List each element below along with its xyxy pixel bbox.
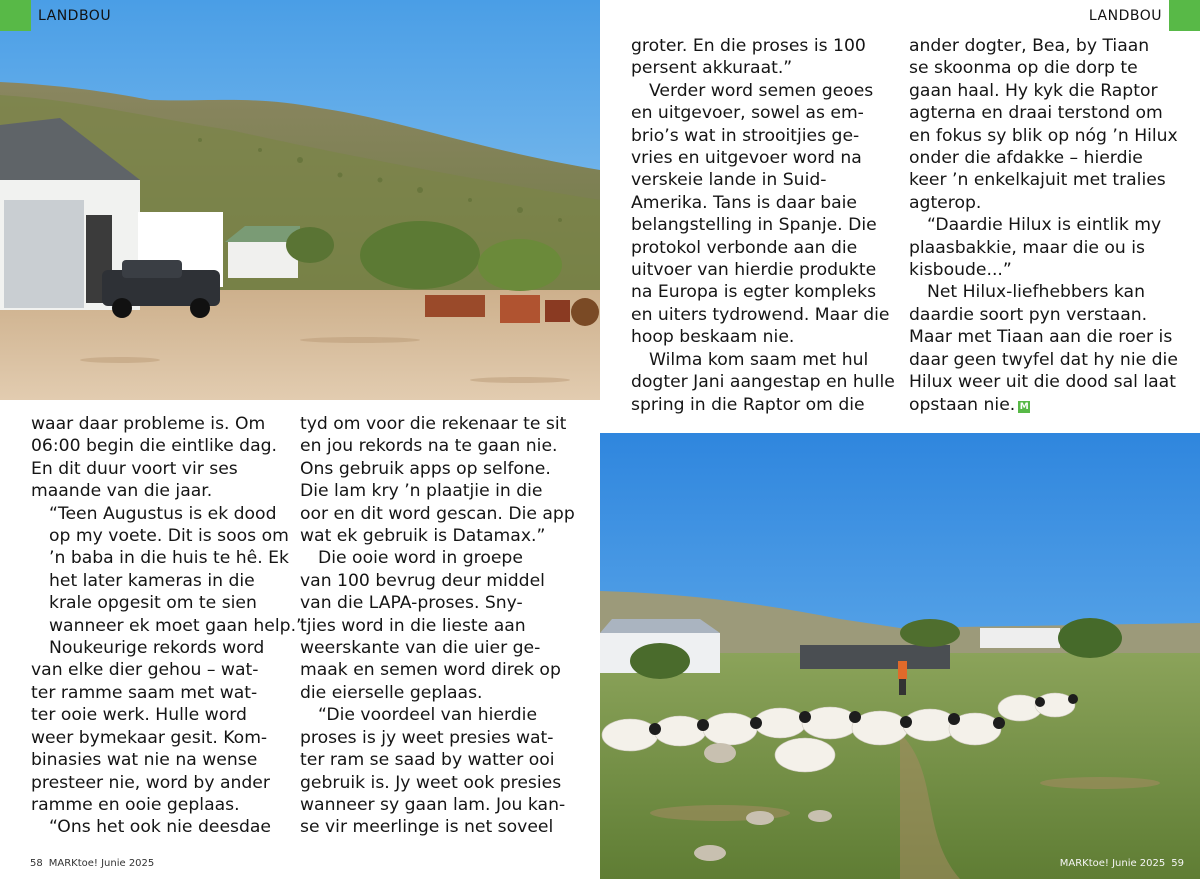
text-line: “Die voordeel van hierdie: [318, 705, 538, 726]
text-line: van elke dier gehou – wat-: [31, 660, 259, 681]
text-line: daar geen twyfel dat hy nie die: [909, 349, 1178, 370]
text-line: daardie soort pyn verstaan.: [909, 304, 1148, 325]
text-line: Wilma kom saam met hul: [649, 349, 869, 370]
text-line: die eierselle geplaas.: [300, 682, 483, 703]
sheep-illustration: [600, 433, 1200, 879]
text-line: weer bymekaar gesit. Kom-: [31, 727, 268, 748]
farmyard-illustration: [0, 0, 600, 400]
text-line: weerskante van die uier ge-: [300, 638, 541, 659]
left-column-1: [31, 413, 305, 839]
text-line: ramme en ooie geplaas.: [31, 794, 240, 815]
text-line: Noukeurige rekords word: [49, 638, 265, 659]
paragraph: [909, 35, 1194, 214]
text-line: “Teen Augustus is ek dood: [49, 503, 277, 524]
text-line: maande van die jaar.: [31, 481, 213, 502]
text-line: Die lam kry ’n plaatjie in die: [300, 481, 543, 502]
text-line: agterop.: [909, 192, 982, 213]
text-line: tjies word in die lieste aan: [300, 615, 526, 636]
right-column-1: [631, 35, 901, 416]
text-line: krale opgesit om te sien: [49, 593, 257, 614]
text-line: Ons gebruik apps op selfone.: [300, 458, 551, 479]
text-line: het later kameras in die: [49, 570, 255, 591]
paragraph: [631, 349, 901, 416]
section-tag-right: [1082, 0, 1200, 31]
text-line: ter ram se saad by watter ooi: [300, 750, 555, 771]
text-line: gaan haal. Hy kyk die Raptor: [909, 80, 1158, 101]
text-line: dogter Jani aangestap en hulle: [631, 372, 895, 393]
text-line: Net Hilux-liefhebbers kan: [927, 282, 1145, 303]
text-line: [909, 394, 1194, 416]
paragraph: [909, 214, 1194, 281]
text-line: oor en dit word gescan. Die app: [300, 503, 575, 524]
text-line: plaasbakkie, maar die ou is: [909, 237, 1145, 258]
section-label: LANDBOU: [38, 7, 112, 24]
left-column-2: [300, 413, 590, 839]
text-line: en jou rekords na te gaan nie.: [300, 436, 558, 457]
right-page: [600, 0, 1200, 879]
text-line: ter ramme saam met wat-: [31, 682, 258, 703]
text-line: Amerika. Tans is daar baie: [631, 192, 858, 213]
text-line: en fokus sy blik op nóg ’n Hilux: [909, 125, 1178, 146]
text-line: En dit duur voort vir ses: [31, 458, 238, 479]
text-line: ter ooie werk. Hulle word: [31, 705, 247, 726]
text-line: en uiters tydrowend. Maar die: [631, 304, 890, 325]
text-line: Hilux weer uit die dood sal laat: [909, 372, 1176, 393]
text-line: protokol verbonde aan die: [631, 237, 858, 258]
end-of-article-icon: M: [1019, 401, 1029, 412]
page-number: 59: [1171, 858, 1184, 869]
paragraph: [300, 413, 590, 547]
paragraph: [300, 704, 590, 838]
section-color-block: [1169, 0, 1200, 31]
text-line: onder die afdakke – hierdie: [909, 148, 1143, 169]
text-line: uitvoer van hierdie produkte: [631, 260, 877, 281]
paragraph: [31, 637, 286, 816]
text-line: gebruik is. Jy weet ook presies: [300, 772, 562, 793]
paragraph: [631, 35, 901, 80]
text-line: spring in die Raptor om die: [631, 394, 865, 415]
text-line: van die LAPA-proses. Sny-: [300, 593, 523, 614]
publication-name: MARKtoe! Junie 2025: [1059, 858, 1166, 869]
text-line: ’n baba in die huis te hê. Ek: [49, 548, 289, 569]
page-number: 58: [30, 858, 43, 869]
paragraph: [631, 80, 901, 349]
paragraph: [909, 281, 1194, 415]
text-line: se vir meerlinge is net soveel: [300, 817, 554, 838]
text-line: kisboude...”: [909, 260, 1012, 281]
text-line: Die ooie word in groepe: [318, 548, 523, 569]
text-line: op my voete. Dit is soos om: [49, 526, 289, 547]
text-line: van 100 bevrug deur middel: [300, 570, 545, 591]
text-line: “Daardie Hilux is eintlik my: [927, 215, 1162, 236]
paragraph: [31, 816, 286, 838]
text-line: presteer nie, word by ander: [31, 772, 270, 793]
text-line: brio’s wat in strooitjies ge-: [631, 125, 860, 146]
text-line: maak en semen word direk op: [300, 660, 561, 681]
text-line: verskeie lande in Suid-: [631, 170, 827, 191]
section-color-block: [0, 0, 31, 31]
text-line-end: opstaan nie.: [909, 394, 1016, 415]
text-line: binasies wat nie na wense: [31, 750, 258, 771]
text-line: agterna en draai terstond om: [909, 103, 1163, 124]
text-line: “Ons het ook nie deesdae: [49, 817, 271, 838]
text-line: Verder word semen geoes: [649, 80, 874, 101]
text-line: groter. En die proses is 100: [631, 36, 866, 56]
section-label: LANDBOU: [1088, 7, 1162, 24]
sheep-flock-photo: [600, 433, 1200, 879]
text-line: belangstelling in Spanje. Die: [631, 215, 877, 236]
text-line: wanneer sy gaan lam. Jou kan-: [300, 794, 566, 815]
publication-name: MARKtoe! Junie 2025: [48, 858, 155, 869]
folio-left: [30, 858, 154, 869]
paragraph: [31, 503, 305, 637]
section-tag-left: [0, 0, 118, 31]
text-line: wat ek gebruik is Datamax.”: [300, 526, 546, 547]
text-line: proses is jy weet presies wat-: [300, 727, 554, 748]
folio-right: [1060, 858, 1184, 869]
text-line: se skoonma op die dorp te: [909, 58, 1138, 79]
text-line: 06:00 begin die eintlike dag.: [31, 436, 277, 457]
text-line: keer ’n enkelkajuit met tralies: [909, 170, 1166, 191]
text-line: ander dogter, Bea, by Tiaan: [909, 36, 1150, 56]
text-line: tyd om voor die rekenaar te sit: [300, 414, 567, 434]
text-line: na Europa is egter kompleks: [631, 282, 877, 303]
text-line: en uitgevoer, sowel as em-: [631, 103, 864, 124]
paragraph: [300, 547, 590, 704]
paragraph: [31, 413, 286, 503]
text-line: waar daar probleme is. Om: [31, 414, 266, 434]
text-line: wanneer ek moet gaan help.”: [49, 615, 305, 636]
text-line: hoop beskaam nie.: [631, 327, 795, 348]
farmyard-photo: [0, 0, 600, 400]
text-line: vries en uitgevoer word na: [631, 148, 862, 169]
text-line: Maar met Tiaan aan die roer is: [909, 327, 1173, 348]
text-line: persent akkuraat.”: [631, 58, 793, 79]
right-column-2: [909, 35, 1194, 416]
